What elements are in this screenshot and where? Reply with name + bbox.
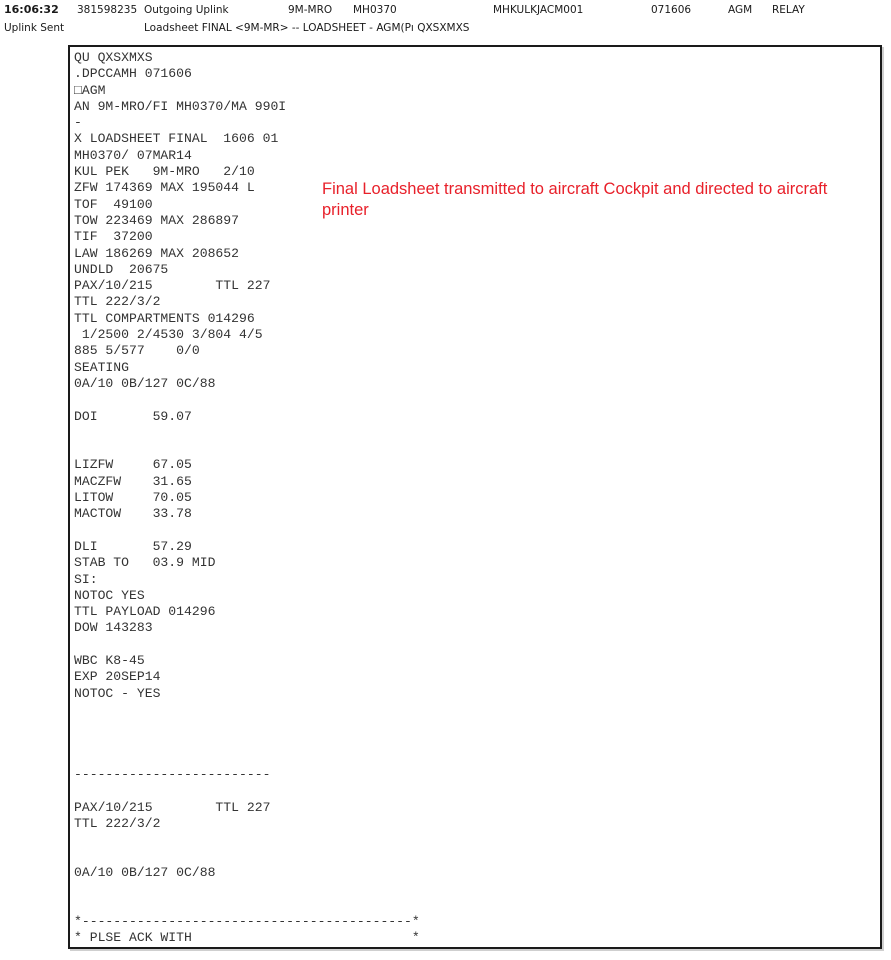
message-line: TOW 223469 MAX 286897 [74,212,240,228]
timestamp-code: 071606 [651,4,692,16]
message-line: * PLSE ACK WITH * [74,930,420,946]
delivery-mode: RELAY [772,4,805,16]
message-line: □AGM [74,82,106,98]
message-line [74,718,420,734]
message-label: AGM [728,4,753,16]
message-line: 0A/10 0B/127 0C/88 [74,375,216,391]
message-line: DLI 57.29 [74,538,192,554]
message-line: MACZFW 31.65 [74,473,192,489]
message-time: 16:06:32 [4,3,59,16]
message-line: TOF 49100 [74,196,153,212]
message-line: ZFW 174369 MAX 195044 L [74,180,255,196]
message-line [74,751,420,767]
message-line: 0A/10 0B/127 0C/88 [74,864,216,880]
message-line [74,392,420,408]
message-line: - [74,115,82,131]
message-line: MACTOW 33.78 [74,506,192,522]
message-line: WBC K8-45 [74,652,145,668]
message-line [74,881,420,897]
uplink-status: Uplink Sent [4,22,65,34]
message-line: EXP 20SEP14 [74,669,161,685]
message-line: QU QXSXMXS [74,50,153,65]
message-line [74,637,420,653]
message-line [74,783,420,799]
message-line: NOTOC YES [74,587,145,603]
annotation-note: Final Loadsheet transmitted to aircraft Cockpit and directed to aircraft printer [322,180,828,219]
message-line: DOW 143283 [74,620,153,636]
message-line: UNDLD 20675 [74,261,169,277]
message-line: TTL 222/3/2 [74,815,161,831]
message-line: MH0370/ 07MAR14 [74,147,192,163]
message-line: TTL COMPARTMENTS 014296 [74,310,255,326]
message-line: SEATING [74,359,130,375]
message-line: .DPCCAMH 071606 [74,66,192,82]
flight-number: MH0370 [353,4,397,16]
message-line: KUL PEK 9M-MRO 2/10 [74,164,255,180]
message-line: LITOW 70.05 [74,490,192,506]
message-line: STAB TO 03.9 MID [74,555,216,571]
message-line: DOI 59.07 [74,408,192,424]
message-line [74,441,420,457]
message-line: ------------------------- [74,767,271,783]
message-line: 885 5/577 0/0 [74,343,200,359]
message-line: SI: [74,571,98,587]
message-line: TTL 222/3/2 [74,294,161,310]
message-line [74,702,420,718]
message-line [74,734,420,750]
message-line: PAX/10/215 TTL 227 [74,799,271,815]
message-line [74,832,420,848]
message-line: X LOADSHEET FINAL 1606 01 [74,131,279,147]
message-line: NOTOC - YES [74,685,161,701]
message-line: *------------------------------------------* [74,913,420,929]
message-line [74,523,420,539]
message-subject: Loadsheet FINAL <9M-MR> -- LOADSHEET - AGM(Pı QXSXMXS [144,22,470,34]
message-line [74,425,420,441]
message-line: 1/2500 2/4530 3/804 4/5 [74,327,263,343]
message-line [74,849,420,865]
aircraft-registration: 9M-MRO [288,4,333,16]
message-type: Outgoing Uplink [144,4,229,16]
message-line: TTL PAYLOAD 014296 [74,604,216,620]
address: MHKULKJACM001 [493,4,584,16]
message-line: TIF 37200 [74,229,153,245]
message-line [74,897,420,913]
message-id: 381598235 [77,4,138,16]
message-line: LIZFW 67.05 [74,457,192,473]
message-line: PAX/10/215 TTL 227 [74,278,271,294]
message-line: AN 9M-MRO/FI MH0370/MA 990I [74,98,287,114]
message-line: LAW 186269 MAX 208652 [74,245,240,261]
